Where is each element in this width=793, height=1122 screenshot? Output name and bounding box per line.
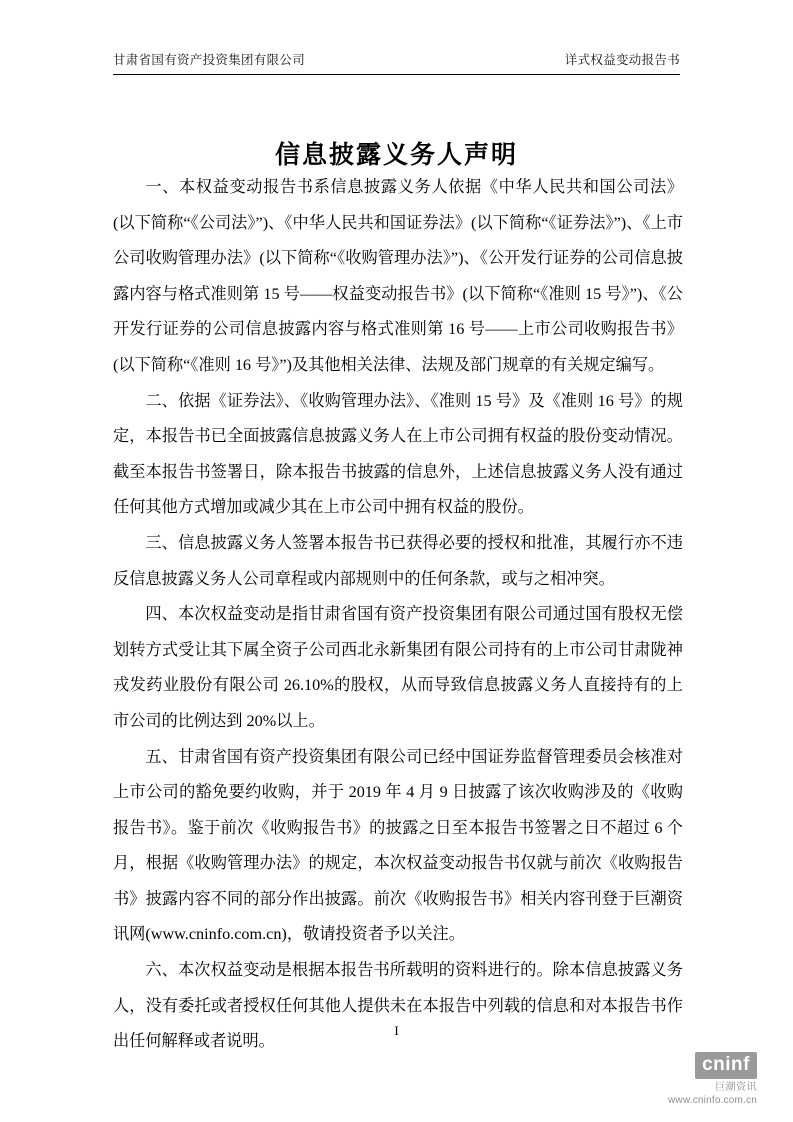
paragraph-2: 二、依据《证券法》、《收购管理办法》、《准则 15 号》及《准则 16 号》的规定，本报告书已全面披露信息披露义务人在上市公司拥有权益的股份变动情况。截至本报告书签署日，除本报告书披露的信息外，上述信息披露义务人没有通过任何其他方式增加或减少其在上市公司中拥有权益的股份。 bbox=[113, 391, 683, 517]
header-company-name: 甘肃省国有资产投资集团有限公司 bbox=[113, 53, 306, 67]
paragraph-3: 三、信息披露义务人签署本报告书已获得必要的授权和批准，其履行亦不违反信息披露义务人公司章程或内部规则中的任何条款，或与之相冲突。 bbox=[113, 533, 683, 588]
footer-logo bbox=[647, 1052, 757, 1106]
cninfo-url: www.cninfo.com.cn bbox=[668, 1094, 757, 1106]
cninfo-logo bbox=[695, 1052, 757, 1079]
cninfo-logo-subtitle: 巨潮资讯 bbox=[715, 1082, 757, 1093]
paragraph-6: 六、本次权益变动是根据本报告书所载明的资料进行的。除本信息披露义务人，没有委托或者授权任何其他人提供未在本报告中列载的信息和对本报告书作出任何解释或者说明。 bbox=[113, 961, 683, 1051]
page-title: 信息披露义务人声明 bbox=[274, 141, 518, 169]
paragraph-1: 一、本权益变动报告书系信息披露义务人依据《中华人民共和国公司法》(以下简称“《公司法》”)、《中华人民共和国证券法》(以下简称“《证券法》”)、《上市公司收购管理办法》(以下简称“《收购管理办法》”)、《公开发行证券的公司信息披露内容与格式准则第 15 号——权益变动报告书》(以下简称“《准则 15 号》”)、《公开发行证券的公司信息披露内容与格式准则第 16 号——上市公司收购报告书》(以下简称“《准则 16 号》”)及其他相关法律、法规及部门规章的有关规定编写。 bbox=[113, 178, 683, 374]
cninfo-logo-text: cninf bbox=[702, 1054, 750, 1076]
header-document-type: 详式权益变动报告书 bbox=[564, 53, 680, 67]
page-number: I bbox=[394, 1023, 399, 1038]
paragraph-4: 四、本次权益变动是指甘肃省国有资产投资集团有限公司通过国有股权无偿划转方式受让其下属全资子公司西北永新集团有限公司持有的上市公司甘肃陇神戎发药业股份有限公司 26.10%的股权，从而导致信息披露义务人直接持有的上市公司的比例达到 20%以上。 bbox=[113, 605, 683, 730]
header-divider bbox=[113, 74, 680, 75]
running-header bbox=[113, 50, 680, 68]
document-body bbox=[113, 170, 683, 1060]
paragraph-5: 五、甘肃省国有资产投资集团有限公司已经中国证券监督管理委员会核准对上市公司的豁免要约收购，并于 2019 年 4 月 9 日披露了该次收购涉及的《收购报告书》。鉴于前次《收购报告书》的披露之日至本报告书签署之日不超过 6 个月，根据《收购管理办法》的规定，本次权益变动报告书仅就与前次《收购报告书》披露内容不同的部分作出披露。前次《收购报告书》相关内容刊登于巨潮资讯网(www.cninfo.com.cn)，敬请投资者予以关注。 bbox=[113, 747, 683, 944]
